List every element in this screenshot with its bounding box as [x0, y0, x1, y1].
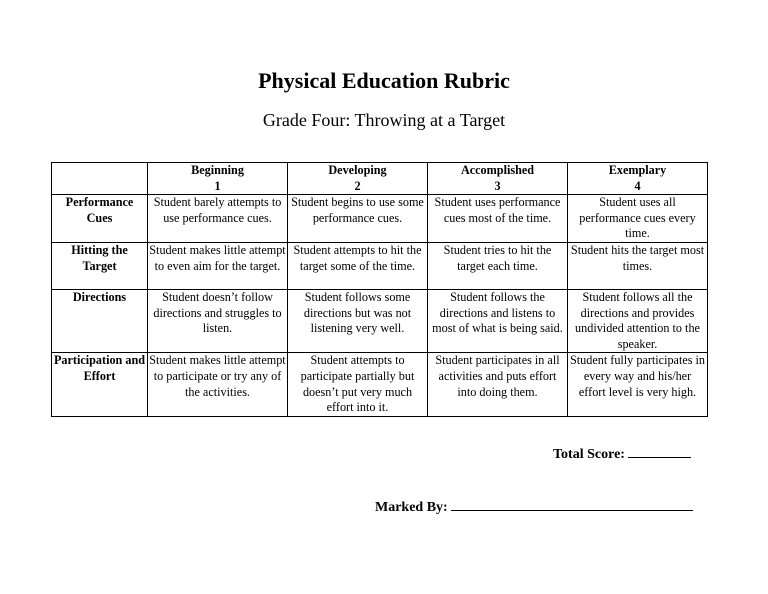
marked-by-label: Marked By: — [375, 500, 448, 515]
table-cell: Student makes little attempt to even aim for the target. — [148, 242, 288, 289]
column-header-beginning — [148, 163, 288, 195]
table-cell: Student hits the target most times. — [568, 242, 708, 289]
row-header-hitting-the-target: Hitting the Target — [52, 242, 148, 289]
page-subtitle: Grade Four: Throwing at a Target — [262, 110, 506, 130]
column-level: 1 — [214, 178, 221, 193]
table-cell: Student attempts to hit the target some of the time. — [288, 242, 428, 289]
column-level: 2 — [354, 178, 361, 193]
table-cell: Student attempts to participate partially but doesn’t put very much effort into it. — [288, 353, 428, 416]
table-cell: Student doesn’t follow directions and struggles to listen. — [148, 289, 288, 352]
table-cell: Student tries to hit the target each time. — [428, 242, 568, 289]
table-cell: Student follows all the directions and provides undivided attention to the speaker. — [568, 289, 708, 352]
column-name: Exemplary — [608, 163, 667, 177]
marked-by-field — [375, 496, 693, 516]
column-name: Beginning — [191, 163, 244, 177]
column-header-developing — [288, 163, 428, 195]
table-cell: Student makes little attempt to participate or try any of the activities. — [148, 353, 288, 416]
table-cell: Student follows some directions but was not listening very well. — [288, 289, 428, 352]
column-header-accomplished — [428, 163, 568, 195]
header-row — [52, 163, 708, 195]
table-cell: Student fully participates in every way and his/her effort level is very high. — [568, 353, 708, 416]
table-row — [52, 353, 708, 416]
row-header-participation-and-effort: Participation and Effort — [52, 353, 148, 416]
row-header-directions: Directions — [52, 289, 148, 352]
column-name: Developing — [328, 163, 387, 177]
column-header-exemplary — [568, 163, 708, 195]
column-name: Accomplished — [460, 163, 535, 177]
total-score-blank[interactable] — [628, 443, 691, 458]
table-cell: Student uses all performance cues every time. — [568, 195, 708, 243]
table-cell: Student participates in all activities and puts effort into doing them. — [428, 353, 568, 416]
table-row — [52, 289, 708, 352]
column-level: 4 — [634, 178, 641, 193]
table-cell: Student uses performance cues most of the time. — [428, 195, 568, 243]
total-score-field — [553, 443, 691, 463]
corner-cell — [52, 163, 148, 195]
table-cell: Student begins to use some performance cues. — [288, 195, 428, 243]
row-header-performance-cues: Performance Cues — [52, 195, 148, 243]
table-cell: Student barely attempts to use performance cues. — [148, 195, 288, 243]
total-score-label: Total Score: — [553, 447, 625, 462]
column-level: 3 — [494, 178, 501, 193]
table-row — [52, 195, 708, 243]
rubric-table — [51, 162, 708, 417]
page-title: Physical Education Rubric — [258, 68, 510, 93]
table-cell: Student follows the directions and listens to most of what is being said. — [428, 289, 568, 352]
marked-by-blank[interactable] — [451, 496, 693, 511]
table-row — [52, 242, 708, 289]
